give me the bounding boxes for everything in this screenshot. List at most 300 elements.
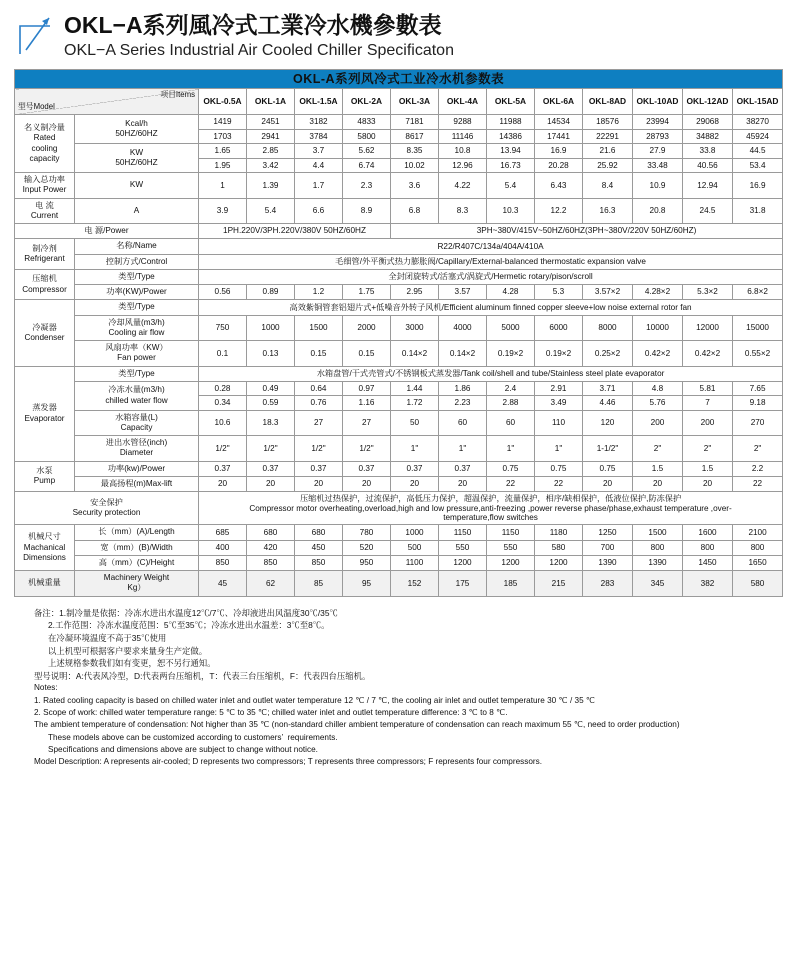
cell: 345 <box>633 571 683 597</box>
note-cn-3: 在冷凝环境温度不高于35℃使用 <box>48 632 167 643</box>
pump-power-row <box>15 461 783 476</box>
page-header <box>14 8 775 69</box>
evaporator-diameter-row <box>15 436 783 462</box>
cell: 20 <box>391 476 439 491</box>
cell: 3.49 <box>535 396 583 410</box>
cell: 45924 <box>733 129 783 143</box>
security-text-cn: 压缩机过热保护，过流保护，高低压力保护，超温保护，流量保护，相序/缺相保护，低液位保护,防冻保护 <box>299 494 682 504</box>
cell: 22 <box>733 476 783 491</box>
power-supply-right: 3PH~380V/415V~50HZ/60HZ(3PH~380V/220V 50HZ/60HZ) <box>391 224 783 239</box>
note-en-5: Specifications and dimensions above are subject to change without notice. <box>48 744 318 754</box>
cell: 185 <box>487 571 535 597</box>
compressor-type-label: 类型/Type <box>75 269 199 284</box>
cell: 18.3 <box>247 410 295 436</box>
cell: 1.72 <box>391 396 439 410</box>
cell: 1.7 <box>295 173 343 199</box>
cell: 33.48 <box>633 158 683 172</box>
cell: 4833 <box>343 115 391 129</box>
cell: 850 <box>247 555 295 570</box>
cell: 0.75 <box>583 461 633 476</box>
evaporator-diameter-label: 进出水管径(inch) Diameter <box>75 436 199 462</box>
refrigerant-label: 制冷剂 Refrigerant <box>15 239 75 270</box>
cell: 175 <box>439 571 487 597</box>
cell: 550 <box>487 540 535 555</box>
cell: 16.9 <box>535 144 583 158</box>
notes-block <box>14 607 775 769</box>
cell: 0.37 <box>199 461 247 476</box>
cell: 1" <box>391 436 439 462</box>
cell: 20 <box>343 476 391 491</box>
rated-capacity-label: 名义制冷量 Rated cooling capacity <box>15 115 75 173</box>
title-block <box>64 12 454 61</box>
evaporator-flow-label: 冷冻水量(m3/h) chilled water flow <box>75 381 199 410</box>
evaporator-type-row <box>15 366 783 381</box>
cell: 95 <box>343 571 391 597</box>
cell: 22 <box>535 476 583 491</box>
weight-unit-label: Machinery Weight Kg） <box>75 571 199 597</box>
cell: 28793 <box>633 129 683 143</box>
cell: 5000 <box>487 315 535 341</box>
cell: 29068 <box>683 115 733 129</box>
cell: 0.56 <box>199 285 247 300</box>
cell: 2.2 <box>733 461 783 476</box>
cell: 44.5 <box>733 144 783 158</box>
cell: 1/2" <box>247 436 295 462</box>
cell: 4.8 <box>633 381 683 395</box>
cell: 1.75 <box>343 285 391 300</box>
cell: 1200 <box>535 555 583 570</box>
cell: 20 <box>633 476 683 491</box>
input-power-label: 输入总功率 Input Power <box>15 173 75 199</box>
cell: 20.8 <box>633 198 683 224</box>
note-cn-1: 备注：1.制冷量是依据：冷冻水进出水温度12℃/7℃、冷却液进出风温度30℃/35℃ <box>34 607 338 618</box>
model-col-11: OKL-15AD <box>733 89 783 115</box>
cell: 15000 <box>733 315 783 341</box>
cell: 0.75 <box>535 461 583 476</box>
cell: 20 <box>683 476 733 491</box>
cell: 1500 <box>295 315 343 341</box>
cell: 4.4 <box>295 158 343 172</box>
cell: 12000 <box>683 315 733 341</box>
cell: 0.64 <box>295 381 343 395</box>
cell: 1600 <box>683 525 733 540</box>
cell: 580 <box>535 540 583 555</box>
cell: 7181 <box>391 115 439 129</box>
cell: 1.65 <box>199 144 247 158</box>
refrigerant-name-row <box>15 239 783 254</box>
dimension-width-row <box>15 540 783 555</box>
cell: 215 <box>535 571 583 597</box>
cell: 60 <box>439 410 487 436</box>
cell: 550 <box>439 540 487 555</box>
cell: 1650 <box>733 555 783 570</box>
cell: 1390 <box>633 555 683 570</box>
cell: 20 <box>583 476 633 491</box>
compressor-type-value: 全封闭旋转式/活塞式/涡旋式/Hermetic rotary/pison/scroll <box>199 269 783 284</box>
cell: 3000 <box>391 315 439 341</box>
cell: 5.4 <box>487 173 535 199</box>
cell: 0.97 <box>343 381 391 395</box>
cell: 62 <box>247 571 295 597</box>
cell: 200 <box>683 410 733 436</box>
cell: 0.15 <box>295 341 343 367</box>
cell: 6.8×2 <box>733 285 783 300</box>
page-title-en: OKL−A Series Industrial Air Cooled Chiller Specificaton <box>64 42 454 59</box>
input-power-unit: KW <box>75 173 199 199</box>
cell: 2.4 <box>487 381 535 395</box>
cell: 1/2" <box>343 436 391 462</box>
cell: 16.73 <box>487 158 535 172</box>
cell: 10.3 <box>487 198 535 224</box>
power-supply-label: 电 源/Power <box>15 224 199 239</box>
cell: 1703 <box>199 129 247 143</box>
cell: 22 <box>487 476 535 491</box>
dimension-height-label: 高（mm）(C)/Height <box>75 555 199 570</box>
cell: 1200 <box>439 555 487 570</box>
cell: 17441 <box>535 129 583 143</box>
cell: 3.7 <box>295 144 343 158</box>
cell: 0.37 <box>247 461 295 476</box>
cell: 450 <box>295 540 343 555</box>
security-value <box>199 492 783 525</box>
model-col-10: OKL-12AD <box>683 89 733 115</box>
cell: 53.4 <box>733 158 783 172</box>
cell: 20 <box>247 476 295 491</box>
weight-label: 机械重量 <box>15 571 75 597</box>
pump-lift-row <box>15 476 783 491</box>
cell: 500 <box>391 540 439 555</box>
dimension-height-row <box>15 555 783 570</box>
cell: 40.56 <box>683 158 733 172</box>
cell: 1000 <box>247 315 295 341</box>
cell: 7.65 <box>733 381 783 395</box>
cell: 6000 <box>535 315 583 341</box>
cell: 520 <box>343 540 391 555</box>
cell: 1/2" <box>295 436 343 462</box>
cell: 0.59 <box>247 396 295 410</box>
cell: 12.2 <box>535 198 583 224</box>
power-supply-left: 1PH.220V/3PH.220V/380V 50HZ/60HZ <box>199 224 391 239</box>
note-en-3: The ambient temperature of condensation: Not higher than 35 ℃ (non-standard chiller ambient temperature of condensation can reach maximum 55 ℃, need to order production) <box>34 720 680 730</box>
dimension-length-row <box>15 525 783 540</box>
current-unit: A <box>75 198 199 224</box>
cell: 5.3 <box>535 285 583 300</box>
compressor-power-label: 功率(KW)/Power <box>75 285 199 300</box>
cell: 0.14×2 <box>391 341 439 367</box>
cell: 1.5 <box>633 461 683 476</box>
security-label: 安全保护 Security protection <box>15 492 199 525</box>
cell: 0.28 <box>199 381 247 395</box>
condenser-fanpower-label: 风扇功率（KW） Fan power <box>75 341 199 367</box>
model-col-1: OKL-1A <box>247 89 295 115</box>
note-cn-6: 型号说明：A:代表风冷型，D:代表两台压缩机，T：代表三台压缩机，F：代表四台压缩机。 <box>34 670 371 681</box>
cell: 152 <box>391 571 439 597</box>
cell: 0.19×2 <box>487 341 535 367</box>
cell: 680 <box>247 525 295 540</box>
evaporator-label: 蒸发器 Evaporator <box>15 366 75 461</box>
cell: 1.16 <box>343 396 391 410</box>
model-col-0: OKL-0.5A <box>199 89 247 115</box>
cell: 85 <box>295 571 343 597</box>
cell: 2.85 <box>247 144 295 158</box>
cell: 1390 <box>583 555 633 570</box>
cell: 20.28 <box>535 158 583 172</box>
cell: 0.55×2 <box>733 341 783 367</box>
note-en-1: 1. Rated cooling capacity is based on chilled water inlet and outlet water temperature 12 ℃ / 7 ℃, the cooling air inlet and outlet temperature 30 ℃ / 35 ℃ <box>34 695 596 705</box>
cell: 12.94 <box>683 173 733 199</box>
compressor-type-row <box>15 269 783 284</box>
cell: 0.37 <box>343 461 391 476</box>
cell: 8.4 <box>583 173 633 199</box>
cell: 2000 <box>343 315 391 341</box>
cell: 0.25×2 <box>583 341 633 367</box>
cell: 200 <box>633 410 683 436</box>
arrow-logo-icon <box>16 12 56 56</box>
header-corner-cell <box>15 89 199 115</box>
cell: 6.6 <box>295 198 343 224</box>
cell: 2941 <box>247 129 295 143</box>
cell: 0.15 <box>343 341 391 367</box>
cell: 3.42 <box>247 158 295 172</box>
note-en-2: 2. Scope of work: chilled water temperature range: 5 ℃ to 35 ℃; chilled water inlet and outlet temperature difference: 3 ℃ to 8 ℃. <box>34 707 508 717</box>
cell: 2.3 <box>343 173 391 199</box>
cell: 685 <box>199 525 247 540</box>
cell: 0.49 <box>247 381 295 395</box>
model-col-4: OKL-3A <box>391 89 439 115</box>
cell: 16.9 <box>733 173 783 199</box>
rated-kw-50-row <box>15 144 783 158</box>
cell: 0.34 <box>199 396 247 410</box>
cell: 9.18 <box>733 396 783 410</box>
cell: 33.8 <box>683 144 733 158</box>
model-col-3: OKL-2A <box>343 89 391 115</box>
cell: 5.76 <box>633 396 683 410</box>
cell: 34882 <box>683 129 733 143</box>
cell: 0.13 <box>247 341 295 367</box>
cell: 7 <box>683 396 733 410</box>
cell: 9288 <box>439 115 487 129</box>
refrigerant-name-value: R22/R407C/134a/404A/410A <box>199 239 783 254</box>
unit-kcal-label: Kcal/h 50HZ/60HZ <box>75 115 199 144</box>
cell: 2" <box>733 436 783 462</box>
note-cn-4: 以上机型可根据客户要求来量身生产定做。 <box>48 645 208 656</box>
cell: 14534 <box>535 115 583 129</box>
cell: 5.81 <box>683 381 733 395</box>
evaporator-flow-row-1 <box>15 381 783 395</box>
cell: 27 <box>343 410 391 436</box>
power-supply-row <box>15 224 783 239</box>
cell: 1" <box>487 436 535 462</box>
cell: 1100 <box>391 555 439 570</box>
evaporator-capacity-row <box>15 410 783 436</box>
cell: 1.2 <box>295 285 343 300</box>
cell: 0.42×2 <box>633 341 683 367</box>
cell: 0.37 <box>391 461 439 476</box>
unit-kw-label: KW 50HZ/60HZ <box>75 144 199 173</box>
cell: 283 <box>583 571 633 597</box>
cell: 1.44 <box>391 381 439 395</box>
security-text-en-2: temperature,flow switches <box>443 513 538 522</box>
cell: 6.8 <box>391 198 439 224</box>
dimensions-label: 机械尺寸 Machanical Dimensions <box>15 525 75 571</box>
cell: 8000 <box>583 315 633 341</box>
cell: 0.1 <box>199 341 247 367</box>
condenser-fanpower-row <box>15 341 783 367</box>
cell: 1.86 <box>439 381 487 395</box>
cell: 10000 <box>633 315 683 341</box>
cell: 22291 <box>583 129 633 143</box>
cell: 24.5 <box>683 198 733 224</box>
cell: 0.42×2 <box>683 341 733 367</box>
model-col-9: OKL-10AD <box>633 89 683 115</box>
cell: 1" <box>439 436 487 462</box>
cell: 1250 <box>583 525 633 540</box>
cell: 4.22 <box>439 173 487 199</box>
cell: 16.3 <box>583 198 633 224</box>
cell: 8.3 <box>439 198 487 224</box>
input-power-row <box>15 173 783 199</box>
cell: 11146 <box>439 129 487 143</box>
model-col-8: OKL-8AD <box>583 89 633 115</box>
note-cn-5: 上述规格参数我们如有变更，恕不另行通知。 <box>48 658 216 669</box>
cell: 8.35 <box>391 144 439 158</box>
cell: 800 <box>683 540 733 555</box>
cell: 3.71 <box>583 381 633 395</box>
cell: 1500 <box>633 525 683 540</box>
evaporator-capacity-label: 水箱容量(L) Capacity <box>75 410 199 436</box>
items-label: 项目Items <box>160 90 195 100</box>
cell: 580 <box>733 571 783 597</box>
cell: 18576 <box>583 115 633 129</box>
pump-lift-label: 最高扬程(m)Max-lift <box>75 476 199 491</box>
condenser-type-label: 类型/Type <box>75 300 199 315</box>
cell: 5.4 <box>247 198 295 224</box>
cell: 3.57×2 <box>583 285 633 300</box>
cell: 850 <box>199 555 247 570</box>
cell: 3182 <box>295 115 343 129</box>
cell: 3784 <box>295 129 343 143</box>
cell: 10.9 <box>633 173 683 199</box>
compressor-power-row <box>15 285 783 300</box>
model-header-row <box>15 89 783 115</box>
cell: 8.9 <box>343 198 391 224</box>
cell: 20 <box>295 476 343 491</box>
cell: 2" <box>633 436 683 462</box>
cell: 1450 <box>683 555 733 570</box>
model-col-2: OKL-1.5A <box>295 89 343 115</box>
cell: 10.6 <box>199 410 247 436</box>
cell: 0.19×2 <box>535 341 583 367</box>
note-en-4: These models above can be customized according to customers’ requirements. <box>48 732 338 742</box>
cell: 2100 <box>733 525 783 540</box>
condenser-type-value: 高效紫铜管套铝翅片式+低噪音外转子风机/Efficient aluminum finned copper sleeve+low noise external rotor fan <box>199 300 783 315</box>
cell: 850 <box>295 555 343 570</box>
cell: 5.62 <box>343 144 391 158</box>
pump-label: 水泵 Pump <box>15 461 75 492</box>
cell: 20 <box>439 476 487 491</box>
cell: 5.3×2 <box>683 285 733 300</box>
cell: 1 <box>199 173 247 199</box>
cell: 2.95 <box>391 285 439 300</box>
cell: 382 <box>683 571 733 597</box>
cell: 800 <box>733 540 783 555</box>
security-text-en-1: Compressor motor overheating,overload,high and low pressure,anti-freezing ,power reverse phase/phase,exhaust temperature ,over- <box>249 503 732 513</box>
condenser-airflow-row <box>15 315 783 341</box>
cell: 45 <box>199 571 247 597</box>
cell: 750 <box>199 315 247 341</box>
dimension-width-label: 宽（mm）(B)/Width <box>75 540 199 555</box>
cell: 27 <box>295 410 343 436</box>
cell: 800 <box>633 540 683 555</box>
refrigerant-control-label: 控制方式/Control <box>75 254 199 269</box>
current-label: 电 流 Current <box>15 198 75 224</box>
cell: 0.89 <box>247 285 295 300</box>
cell: 1.5 <box>683 461 733 476</box>
cell: 1200 <box>487 555 535 570</box>
cell: 3.57 <box>439 285 487 300</box>
cell: 10.02 <box>391 158 439 172</box>
compressor-label: 压缩机 Compressor <box>15 269 75 300</box>
cell: 1150 <box>439 525 487 540</box>
cell: 5800 <box>343 129 391 143</box>
evaporator-type-value: 水箱盘管/干式壳管式/不锈钢板式蒸发器/Tank coil/shell and tube/Stainless steel plate evaporator <box>199 366 783 381</box>
specification-table <box>14 69 783 597</box>
refrigerant-name-label: 名称/Name <box>75 239 199 254</box>
cell: 1/2" <box>199 436 247 462</box>
dimension-length-label: 长（mm）(A)/Length <box>75 525 199 540</box>
cell: 1-1/2" <box>583 436 633 462</box>
condenser-type-row <box>15 300 783 315</box>
cell: 0.37 <box>295 461 343 476</box>
cell: 2.23 <box>439 396 487 410</box>
cell: 20 <box>199 476 247 491</box>
model-col-6: OKL-5A <box>487 89 535 115</box>
cell: 1.39 <box>247 173 295 199</box>
cell: 3.6 <box>391 173 439 199</box>
security-row <box>15 492 783 525</box>
condenser-airflow-label: 冷却风量(m3/h) Cooling air flow <box>75 315 199 341</box>
cell: 0.76 <box>295 396 343 410</box>
cell: 120 <box>583 410 633 436</box>
cell: 0.75 <box>487 461 535 476</box>
cell: 4.28×2 <box>633 285 683 300</box>
model-col-5: OKL-4A <box>439 89 487 115</box>
cell: 780 <box>343 525 391 540</box>
cell: 12.96 <box>439 158 487 172</box>
cell: 2.91 <box>535 381 583 395</box>
refrigerant-control-value: 毛细管/外平衡式热力膨胀阀/Capillary/External-balanced thermostatic expansion valve <box>199 254 783 269</box>
cell: 60 <box>487 410 535 436</box>
cell: 3.9 <box>199 198 247 224</box>
cell: 10.8 <box>439 144 487 158</box>
cell: 6.43 <box>535 173 583 199</box>
cell: 1419 <box>199 115 247 129</box>
cell: 2451 <box>247 115 295 129</box>
weight-row <box>15 571 783 597</box>
pump-power-label: 功率(kw)/Power <box>75 461 199 476</box>
cell: 1180 <box>535 525 583 540</box>
cell: 700 <box>583 540 633 555</box>
cell: 38270 <box>733 115 783 129</box>
cell: 8617 <box>391 129 439 143</box>
cell: 0.37 <box>439 461 487 476</box>
cell: 1.95 <box>199 158 247 172</box>
cell: 1150 <box>487 525 535 540</box>
cell: 2.88 <box>487 396 535 410</box>
cell: 4.28 <box>487 285 535 300</box>
cell: 950 <box>343 555 391 570</box>
cell: 6.74 <box>343 158 391 172</box>
